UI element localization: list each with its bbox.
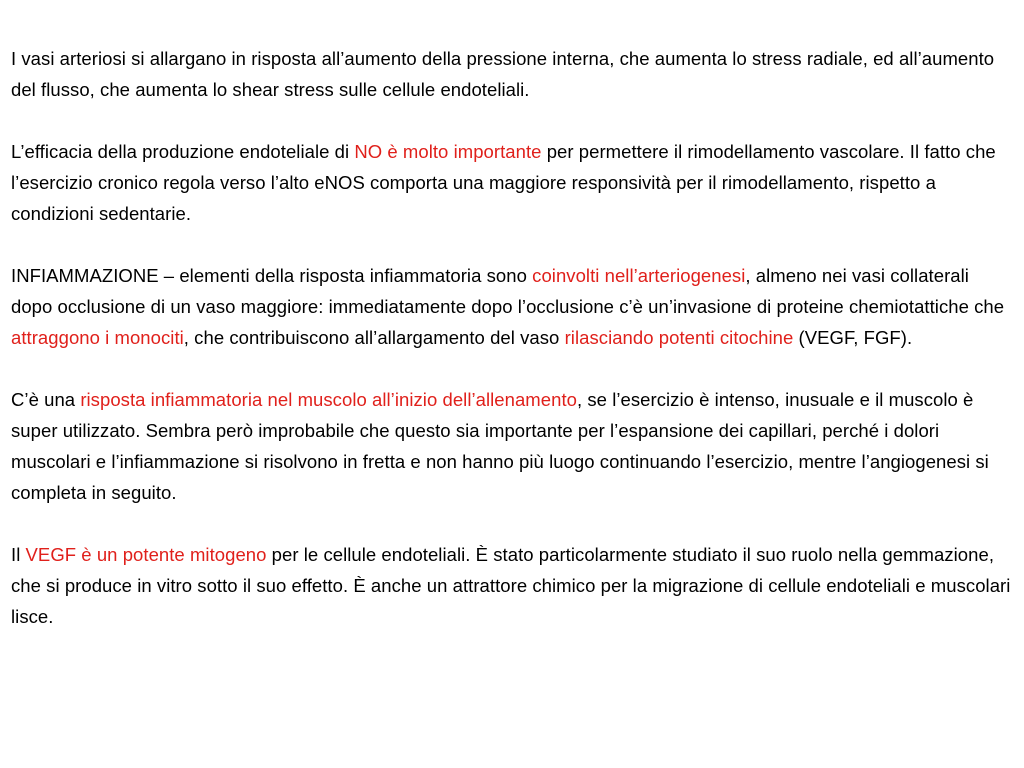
highlighted-text: NO è molto importante bbox=[354, 141, 542, 162]
text-segment: , almeno nei vasi collaterali dopo occlusione di un vaso maggiore: immediatamente dopo l’occlusione c’è un’invasione di proteine chemiotattiche che bbox=[11, 265, 1005, 317]
paragraph-vessel-enlargement bbox=[11, 43, 1011, 105]
text-segment: per permettere il rimodellamento vascolare. Il fatto che l’esercizio cronico regola verso l’alto eNOS comporta una maggiore responsività per il rimodellamento, rispetto a condizioni sedentarie. bbox=[11, 141, 996, 224]
text-segment: per le cellule endoteliali. È stato particolarmente studiato il suo ruolo nella gemmazione, che si produce in vitro sotto il suo effetto. È anche un attrattore chimico per la migrazione di cellule endoteliali e muscolari lisce. bbox=[11, 544, 1011, 627]
text-segment: (VEGF, FGF). bbox=[793, 327, 913, 348]
text-segment: L’efficacia della produzione endoteliale di bbox=[11, 141, 355, 162]
text-segment: , che contribuiscono all’allargamento del vaso bbox=[183, 327, 565, 348]
highlighted-text: rilasciando potenti citochine bbox=[564, 327, 794, 348]
text-segment: C’è una bbox=[11, 389, 81, 410]
slide-body bbox=[11, 43, 1011, 663]
highlighted-text: VEGF è un potente mitogeno bbox=[25, 544, 267, 565]
text-segment: Il bbox=[11, 544, 26, 565]
highlighted-text: coinvolti nell’arteriogenesi bbox=[532, 265, 746, 286]
text-segment: INFIAMMAZIONE – elementi della risposta infiammatoria sono bbox=[11, 265, 533, 286]
paragraph-no-production bbox=[11, 136, 1011, 229]
highlighted-text: risposta infiammatoria nel muscolo all’inizio dell’allenamento bbox=[80, 389, 577, 410]
text-segment: I vasi arteriosi si allargano in risposta all’aumento della pressione interna, che aumenta lo stress radiale, ed all’aumento del flusso, che aumenta lo shear stress sulle cellule endoteliali. bbox=[11, 48, 995, 100]
paragraph-vegf bbox=[11, 539, 1011, 632]
highlighted-text: attraggono i monociti bbox=[11, 327, 184, 348]
paragraph-muscle-inflammation bbox=[11, 384, 1011, 508]
text-segment: , se l’esercizio è intenso, inusuale e il muscolo è super utilizzato. Sembra però improbabile che questo sia importante per l’espansione dei capillari, perché i dolori muscolari e l’infiammazione si risolvono in fretta e non hanno più luogo continuando l’esercizio, mentre l’angiogenesi si completa in seguito. bbox=[11, 389, 989, 503]
paragraph-inflammation bbox=[11, 260, 1011, 353]
